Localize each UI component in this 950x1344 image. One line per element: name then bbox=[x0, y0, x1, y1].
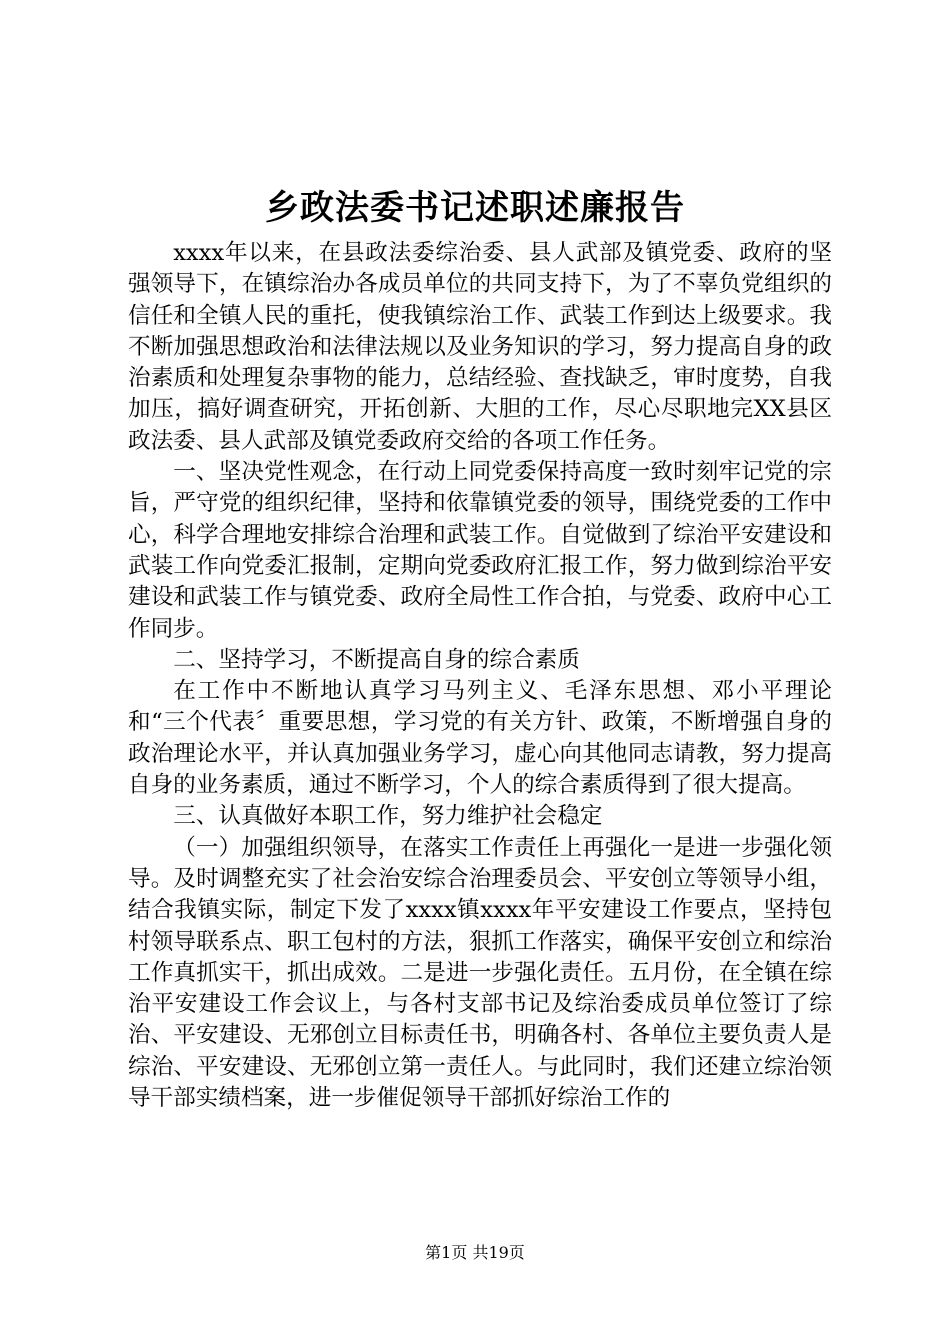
paragraph-section-2: 在工作中不断地认真学习马列主义、毛泽东思想、邓小平理论和“三个代表〞重要思想，学习党的有关方针、政策，不断增强自身的政治理论水平，并认真加强业务学习，虚心向其他同志请教，努力提高自身的业务素质，通过不断学习，个人的综合素质得到了很大提高。 bbox=[128, 678, 832, 799]
document-title: 乡政法委书记述职述廉报告 bbox=[265, 188, 685, 228]
document-body bbox=[128, 238, 832, 1114]
heading-section-3: 三、认真做好本职工作，努力维护社会稳定 bbox=[173, 803, 603, 830]
heading-section-2: 二、坚持学习，不断提高自身的综合素质 bbox=[173, 646, 580, 673]
paragraph-section-1: 一、坚决党性观念，在行动上同党委保持高度一致时刻牢记党的宗旨，严守党的组织纪律，坚持和依靠镇党委的领导，围绕党委的工作中心，科学合理地安排综合治理和武装工作。自觉做到了综治平安建设和武装工作向党委汇报制，定期向党委政府汇报工作，努力做到综治平安建设和武装工作与镇党委、政府全局性工作合拍，与党委、政府中心工作同步。 bbox=[128, 459, 832, 642]
paragraph-section-3-1: （一）加强组织领导，在落实工作责任上再强化一是进一步强化领导。及时调整充实了社会治安综合治理委员会、平安创立等领导小组，结合我镇实际，制定下发了xxxx镇xxxx年平安建设工作要点，坚持包村领导联系点、职工包村的方法，狠抓工作落实，确保平安创立和综治工作真抓实干，抓出成效。二是进一步强化责任。五月份，在全镇在综治平安建设工作会议上，与各村支部书记及综治委成员单位签订了综治、平安建设、无邪创立目标责任书，明确各村、各单位主要负责人是综治、平安建设、无邪创立第一责任人。与此同时，我们还建立综治领导干部实绩档案，进一步催促领导干部抓好综治工作的 bbox=[128, 834, 832, 1112]
page-number-footer: 第1页 共19页 bbox=[425, 1243, 525, 1262]
paragraph-intro: xxxx年以来，在县政法委综治委、县人武部及镇党委、政府的坚强领导下，在镇综治办各成员单位的共同支持下，为了不辜负党组织的信任和全镇人民的重托，使我镇综治工作、武装工作到达上级要求。我不断加强思想政治和法律法规以及业务知识的学习，努力提高自身的政治素质和处理复杂事物的能力，总结经验、查找缺乏，审时度势，自我加压，搞好调查研究，开拓创新、大胆的工作，尽心尽职地完XX县区政法委、县人武部及镇党委政府交给的各项工作任务。 bbox=[128, 240, 832, 454]
